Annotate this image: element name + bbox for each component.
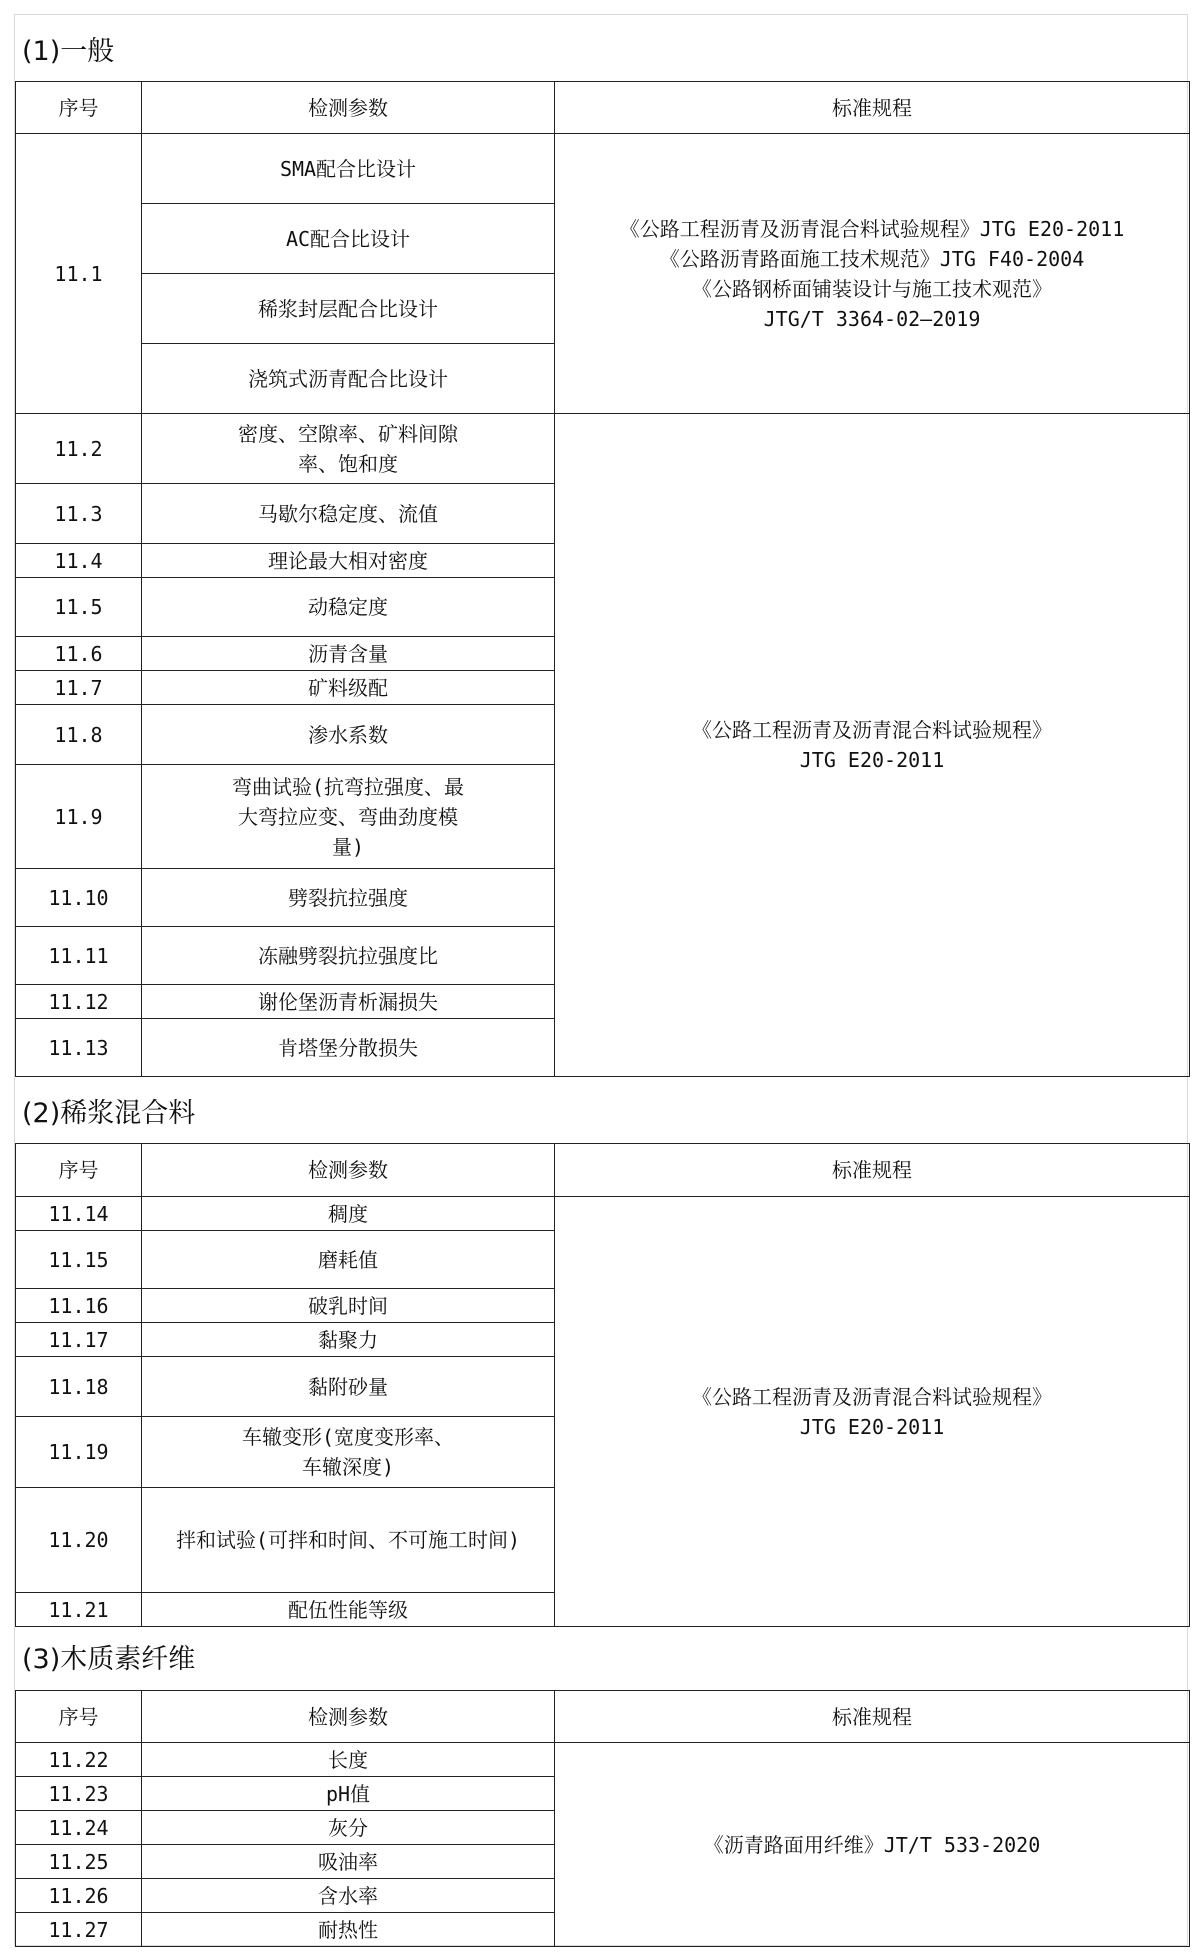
seq-cell: 11.26 [16, 1879, 142, 1913]
header-standard: 标准规程 [555, 1691, 1190, 1743]
seq-cell: 11.24 [16, 1811, 142, 1845]
table-header-row [16, 1691, 1190, 1743]
seq-cell: 11.14 [16, 1197, 142, 1231]
param-cell: 冻融劈裂抗拉强度比 [142, 927, 555, 985]
seq-cell: 11.5 [16, 578, 142, 637]
seq-cell: 11.11 [16, 927, 142, 985]
param-cell: 黏聚力 [142, 1323, 555, 1357]
standard-line: 《公路工程沥青及沥青混合料试验规程》 [692, 1384, 1052, 1409]
param-cell: 矿料级配 [142, 671, 555, 705]
param-cell: 拌和试验(可拌和时间、不可施工时间) [142, 1488, 555, 1593]
table-header-row [16, 1144, 1190, 1197]
seq-cell: 11.25 [16, 1845, 142, 1879]
header-param: 检测参数 [142, 1144, 555, 1197]
param-cell: SMA配合比设计 [142, 134, 555, 204]
seq-cell: 11.17 [16, 1323, 142, 1357]
header-seq: 序号 [16, 82, 142, 134]
param-cell: AC配合比设计 [142, 204, 555, 274]
section-title-slurry: (2)稀浆混合料 [22, 1098, 196, 1129]
header-seq: 序号 [16, 1144, 142, 1197]
seq-cell: 11.3 [16, 484, 142, 544]
table-row [16, 134, 1190, 204]
param-cell: 浇筑式沥青配合比设计 [142, 344, 555, 414]
param-cell: 动稳定度 [142, 578, 555, 637]
standard-line: JTG/T 3364-02—2019 [763, 306, 981, 331]
seq-cell: 11.15 [16, 1231, 142, 1289]
table-lignin-fiber [15, 1690, 1190, 1947]
seq-cell: 11.7 [16, 671, 142, 705]
table-slurry [15, 1143, 1190, 1627]
header-seq: 序号 [16, 1691, 142, 1743]
param-cell: 车辙变形(宽度变形率、车辙深度) [142, 1417, 555, 1488]
header-param: 检测参数 [142, 82, 555, 134]
param-cell: 黏附砂量 [142, 1357, 555, 1417]
param-cell: 长度 [142, 1743, 555, 1777]
header-standard: 标准规程 [555, 82, 1190, 134]
standard-line: JTG E20-2011 [799, 1414, 945, 1439]
section-title-lignin-fiber: (3)木质素纤维 [22, 1644, 196, 1675]
table-row [16, 414, 1190, 484]
section-title-general: (1)一般 [22, 36, 115, 67]
param-cell: 磨耗值 [142, 1231, 555, 1289]
header-param: 检测参数 [142, 1691, 555, 1743]
standard-cell [555, 414, 1190, 1077]
seq-cell: 11.13 [16, 1019, 142, 1077]
standard-line: 《沥青路面用纤维》JT/T 533-2020 [703, 1832, 1041, 1857]
seq-cell: 11.18 [16, 1357, 142, 1417]
param-cell: 稠度 [142, 1197, 555, 1231]
seq-cell: 11.10 [16, 869, 142, 927]
param-cell: 马歇尔稳定度、流值 [142, 484, 555, 544]
seq-cell: 11.4 [16, 544, 142, 578]
table-row [16, 1197, 1190, 1231]
table-header-row [16, 82, 1190, 134]
param-cell: 配伍性能等级 [142, 1593, 555, 1627]
param-cell: 劈裂抗拉强度 [142, 869, 555, 927]
table-row [16, 1743, 1190, 1777]
seq-cell: 11.16 [16, 1289, 142, 1323]
seq-cell: 11.9 [16, 765, 142, 869]
seq-cell: 11.2 [16, 414, 142, 484]
param-cell: 稀浆封层配合比设计 [142, 274, 555, 344]
standard-line: 《公路沥青路面施工技术规范》JTG F40-2004 [659, 246, 1085, 271]
standard-cell [555, 1197, 1190, 1627]
seq-cell: 11.20 [16, 1488, 142, 1593]
standard-line: JTG E20-2011 [799, 748, 945, 772]
param-cell: 灰分 [142, 1811, 555, 1845]
standard-cell [555, 1743, 1190, 1947]
seq-cell: 11.19 [16, 1417, 142, 1488]
standard-line: 《公路钢桥面铺装设计与施工技术观范》 [692, 276, 1052, 301]
param-cell: 渗水系数 [142, 705, 555, 765]
seq-cell: 11.12 [16, 985, 142, 1019]
seq-cell: 11.1 [16, 134, 142, 414]
param-cell: 密度、空隙率、矿料间隙率、饱和度 [142, 414, 555, 484]
param-cell: pH值 [142, 1777, 555, 1811]
seq-cell: 11.22 [16, 1743, 142, 1777]
seq-cell: 11.8 [16, 705, 142, 765]
param-cell: 耐热性 [142, 1913, 555, 1947]
seq-cell: 11.27 [16, 1913, 142, 1947]
param-cell: 沥青含量 [142, 637, 555, 671]
param-cell: 肯塔堡分散损失 [142, 1019, 555, 1077]
standard-line: 《公路工程沥青及沥青混合料试验规程》 [692, 718, 1052, 742]
seq-cell: 11.6 [16, 637, 142, 671]
standard-line: 《公路工程沥青及沥青混合料试验规程》JTG E20-2011 [619, 216, 1125, 241]
param-cell: 弯曲试验(抗弯拉强度、最大弯拉应变、弯曲劲度模量) [142, 765, 555, 869]
header-standard: 标准规程 [555, 1144, 1190, 1197]
seq-cell: 11.23 [16, 1777, 142, 1811]
param-cell: 吸油率 [142, 1845, 555, 1879]
param-cell: 破乳时间 [142, 1289, 555, 1323]
param-cell: 谢伦堡沥青析漏损失 [142, 985, 555, 1019]
seq-cell: 11.21 [16, 1593, 142, 1627]
param-cell: 含水率 [142, 1879, 555, 1913]
standard-cell [555, 134, 1190, 414]
table-general [15, 81, 1190, 1077]
param-cell: 理论最大相对密度 [142, 544, 555, 578]
